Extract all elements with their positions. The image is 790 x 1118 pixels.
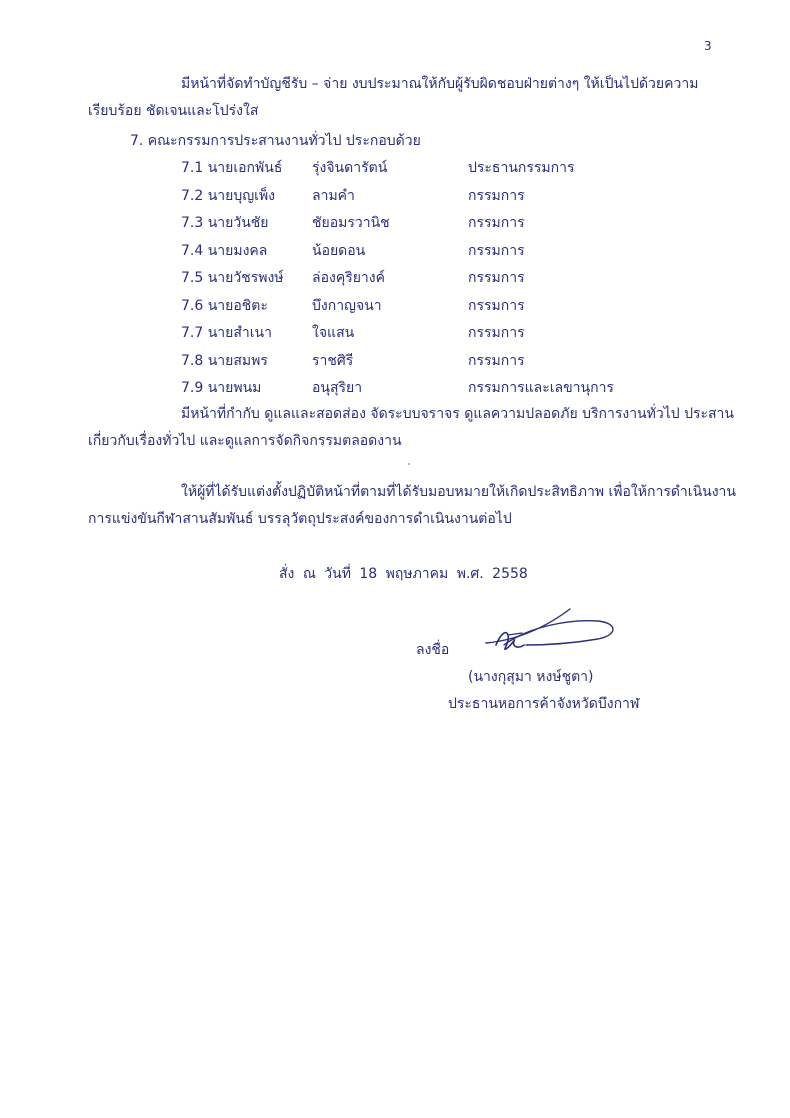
paragraph-line: เรียบร้อย ชัดเจนและโปร่งใส <box>88 103 259 119</box>
member-role: กรรมการ <box>468 243 525 259</box>
member-row <box>0 351 790 371</box>
member-surname: ชัยอมรวานิช <box>312 215 390 231</box>
order-date: สั่ง ณ วันที่ 18 พฤษภาคม พ.ศ. 2558 <box>279 566 528 582</box>
member-role: กรรมการและเลขานุการ <box>468 380 614 396</box>
member-name: 7.4 นายมงคล <box>181 243 268 259</box>
instruction-line: การแข่งขันกีฬาสานสัมพันธ์ บรรลุวัตถุประสงค์ของการดำเนินงานต่อไป <box>88 511 512 527</box>
member-surname: ลามคำ <box>312 188 355 204</box>
scan-speck <box>408 463 410 465</box>
member-surname: ล่องคุริยางค์ <box>312 270 385 286</box>
member-role: ประธานกรรมการ <box>468 160 575 176</box>
member-surname: รุ่งจินดารัตน์ <box>312 160 388 176</box>
member-name: 7.9 นายพนม <box>181 380 262 396</box>
member-role: กรรมการ <box>468 325 525 341</box>
member-role: กรรมการ <box>468 188 525 204</box>
member-name: 7.1 นายเอกพันธ์ <box>181 160 283 176</box>
member-surname: ราชศิรี <box>312 353 354 369</box>
signatory-name: (นางกุสุมา หงษ์ชูตา) <box>468 669 594 685</box>
signatory-position: ประธานหอการค้าจังหวัดบึงกาฬ <box>448 696 640 712</box>
member-surname: บึงกาญจนา <box>312 298 382 314</box>
signature-label: ลงชื่อ <box>416 642 450 658</box>
member-row <box>0 296 790 316</box>
member-row <box>0 378 790 398</box>
instruction-line: ให้ผู้ที่ได้รับแต่งตั้งปฏิบัติหน้าที่ตามที่ได้รับมอบหมายให้เกิดประสิทธิภาพ เพื่อให้การดำเนินงาน <box>181 484 736 500</box>
section-heading: 7. คณะกรรมการประสานงานทั่วไป ประกอบด้วย <box>130 133 421 149</box>
member-role: กรรมการ <box>468 298 525 314</box>
member-surname: อนุสุริยา <box>312 380 363 396</box>
member-name: 7.2 นายบุญเพ็ง <box>181 188 276 204</box>
duty-line: เกี่ยวกับเรื่องทั่วไป และดูแลการจัดกิจกรรมตลอดงาน <box>88 433 402 449</box>
member-role: กรรมการ <box>468 353 525 369</box>
member-name: 7.5 นายวัชรพงษ์ <box>181 270 284 286</box>
page-number: 3 <box>704 39 712 53</box>
member-row <box>0 186 790 206</box>
member-row <box>0 323 790 343</box>
member-row <box>0 268 790 288</box>
member-surname: ใจแสน <box>312 325 355 341</box>
duty-line: มีหน้าที่กำกับ ดูแลและสอดส่อง จัดระบบจราจร ดูแลความปลอดภัย บริการงานทั่วไป ประสาน <box>181 406 734 422</box>
member-surname: น้อยดอน <box>312 243 366 259</box>
member-row <box>0 241 790 261</box>
paragraph-line: มีหน้าที่จัดทำบัญชีรับ – จ่าย งบประมาณให้กับผู้รับผิดชอบฝ่ายต่างๆ ให้เป็นไปด้วยความ <box>181 76 699 92</box>
signature-image <box>478 605 623 665</box>
member-role: กรรมการ <box>468 270 525 286</box>
member-name: 7.7 นายสำเนา <box>181 325 272 341</box>
member-role: กรรมการ <box>468 215 525 231</box>
member-name: 7.8 นายสมพร <box>181 353 268 369</box>
member-name: 7.3 นายวันชัย <box>181 215 269 231</box>
member-name: 7.6 นายอชิตะ <box>181 298 268 314</box>
member-row <box>0 213 790 233</box>
member-row <box>0 158 790 178</box>
